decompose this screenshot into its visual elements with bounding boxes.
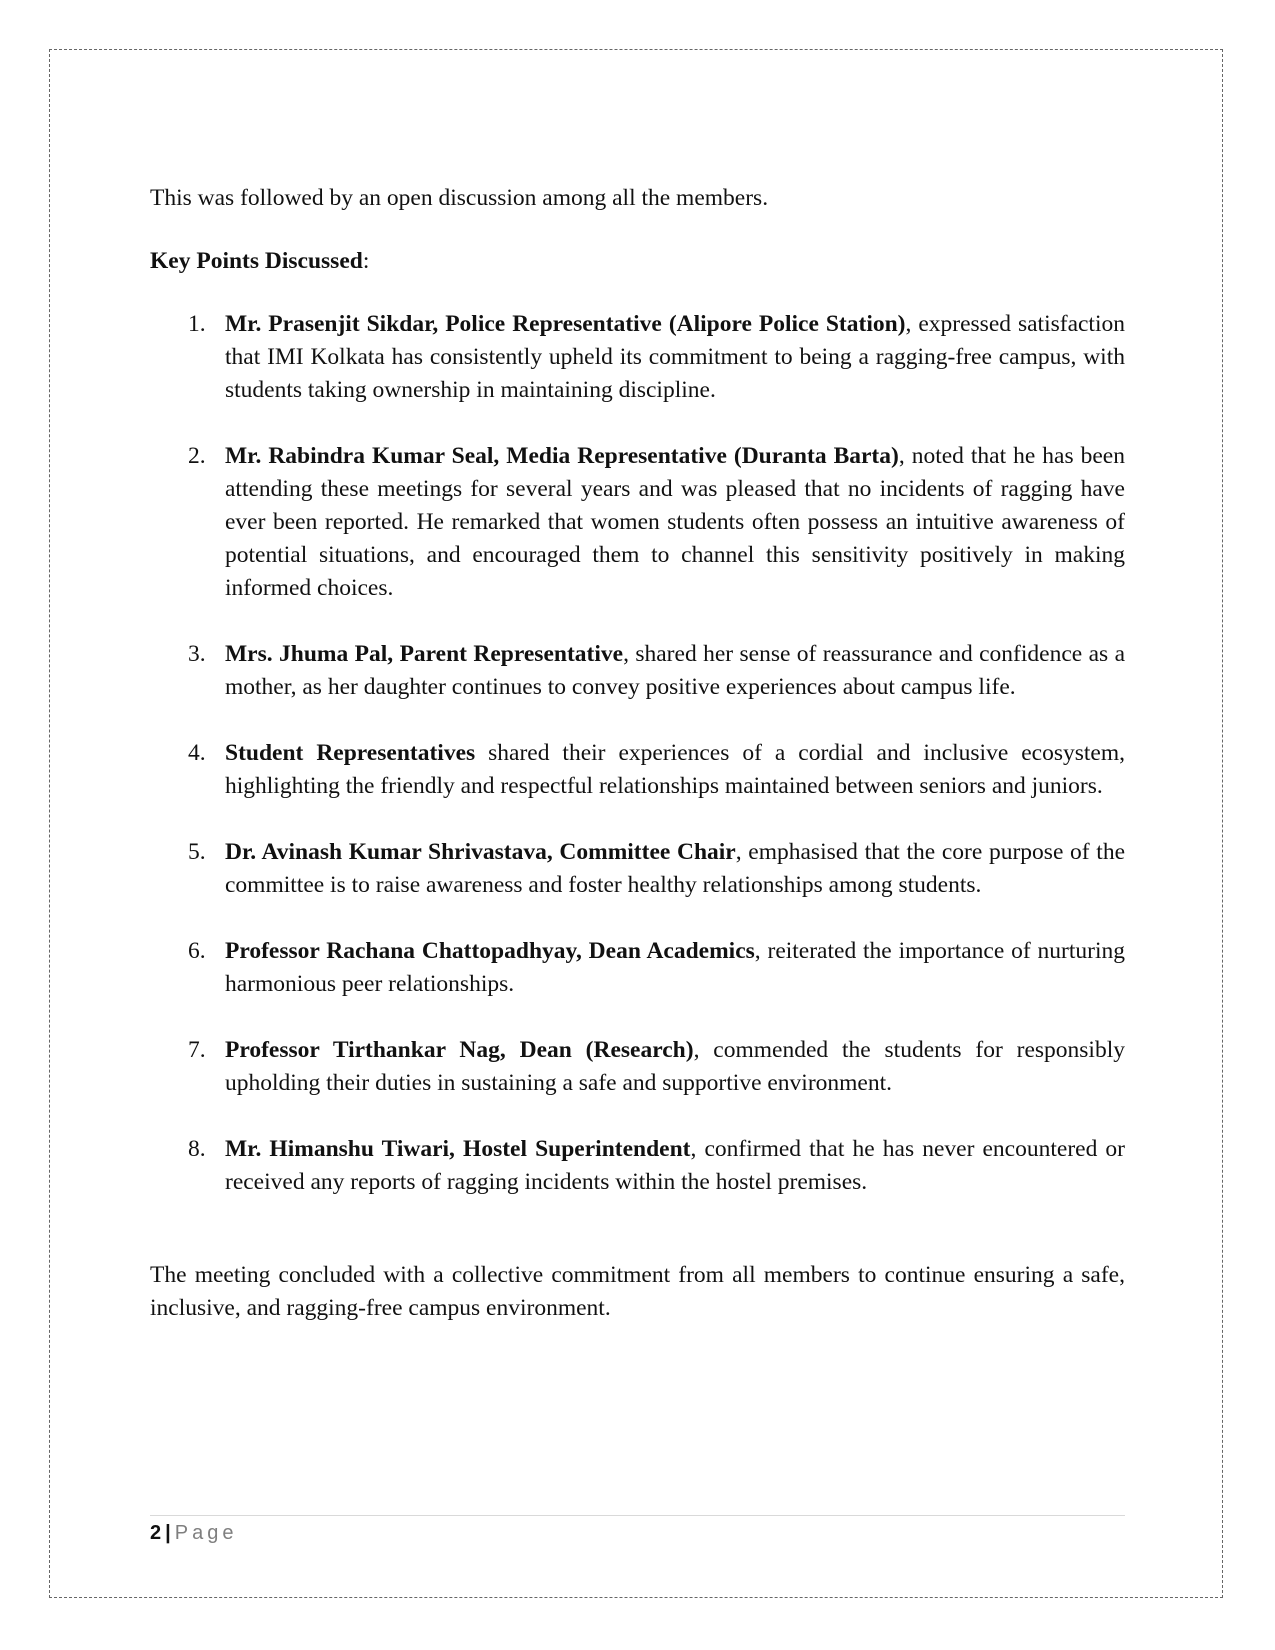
list-item-number: 5.	[188, 839, 206, 865]
list-item-number: 2.	[188, 443, 206, 469]
list-item-number: 1.	[188, 311, 206, 337]
list-item-text: , emphasised that the core purpose of the committee is to raise awareness and foster healthy relationships among students.	[225, 839, 1126, 898]
list-item	[150, 1133, 1125, 1199]
list-item-speaker: Professor Tirthankar Nag, Dean (Research)	[225, 1037, 694, 1063]
list-item-number: 8.	[188, 1136, 206, 1162]
intro-paragraph: This was followed by an open discussion among all the members.	[150, 185, 769, 211]
key-points-heading	[150, 245, 1125, 278]
list-item-number: 7.	[188, 1037, 206, 1063]
document-body	[150, 182, 1125, 1349]
key-points-list	[150, 308, 1125, 1199]
list-item	[150, 440, 1125, 605]
key-points-heading-colon: :	[362, 248, 370, 274]
list-item-number: 4.	[188, 740, 206, 766]
list-item-speaker: Mr. Rabindra Kumar Seal, Media Representative (Duranta Barta)	[225, 443, 899, 469]
page-label: Page	[174, 1522, 238, 1544]
list-item-text: , commended the students for responsibly upholding their duties in sustaining a safe and supportive environment.	[225, 1037, 1125, 1096]
list-item	[150, 638, 1125, 704]
list-item	[150, 935, 1125, 1001]
footer-separator: |	[165, 1522, 171, 1544]
list-item-text: shared their experiences of a cordial and inclusive ecosystem, highlighting the friendly and respectful relationships maintained between seniors and juniors.	[225, 740, 1126, 799]
key-points-heading-text: Key Points Discussed	[150, 248, 363, 274]
list-item-speaker: Student Representatives	[225, 740, 476, 766]
list-item	[150, 836, 1125, 902]
list-item	[150, 737, 1125, 803]
list-item-speaker: Mr. Himanshu Tiwari, Hostel Superintendent	[225, 1136, 691, 1162]
list-item-speaker: Professor Rachana Chattopadhyay, Dean Academics	[225, 938, 755, 964]
list-item-text: , noted that he has been attending these meetings for several years and was pleased that no incidents of ragging have ever been reported. He remarked that women students often possess an intuitive awareness of potential situations, and encouraged them to channel this sensitivity positively in making informed choices.	[225, 443, 1125, 601]
page-number: 2	[150, 1522, 162, 1544]
list-item-speaker: Dr. Avinash Kumar Shrivastava, Committee Chair	[225, 839, 736, 865]
list-item-number: 6.	[188, 938, 206, 964]
list-item	[150, 1034, 1125, 1100]
list-item-text: , reiterated the importance of nurturing harmonious peer relationships.	[225, 938, 1125, 997]
list-item-number: 3.	[188, 641, 206, 667]
list-item-speaker: Mr. Prasenjit Sikdar, Police Representative (Alipore Police Station)	[225, 311, 906, 337]
list-item-text: , expressed satisfaction that IMI Kolkata has consistently upheld its commitment to being a ragging-free campus, with students taking ownership in maintaining discipline.	[225, 311, 1125, 403]
list-item	[150, 308, 1125, 407]
list-item-text: , confirmed that he has never encountered or received any reports of ragging incidents within the hostel premises.	[225, 1136, 1126, 1195]
conclusion-paragraph: The meeting concluded with a collective commitment from all members to continue ensuring a safe, inclusive, and ragging-free campus environment.	[150, 1262, 1125, 1321]
list-item-text: , shared her sense of reassurance and confidence as a mother, as her daughter continues to convey positive experiences about campus life.	[225, 641, 1125, 700]
list-item-speaker: Mrs. Jhuma Pal, Parent Representative	[225, 641, 624, 667]
page-footer	[150, 1515, 1125, 1545]
